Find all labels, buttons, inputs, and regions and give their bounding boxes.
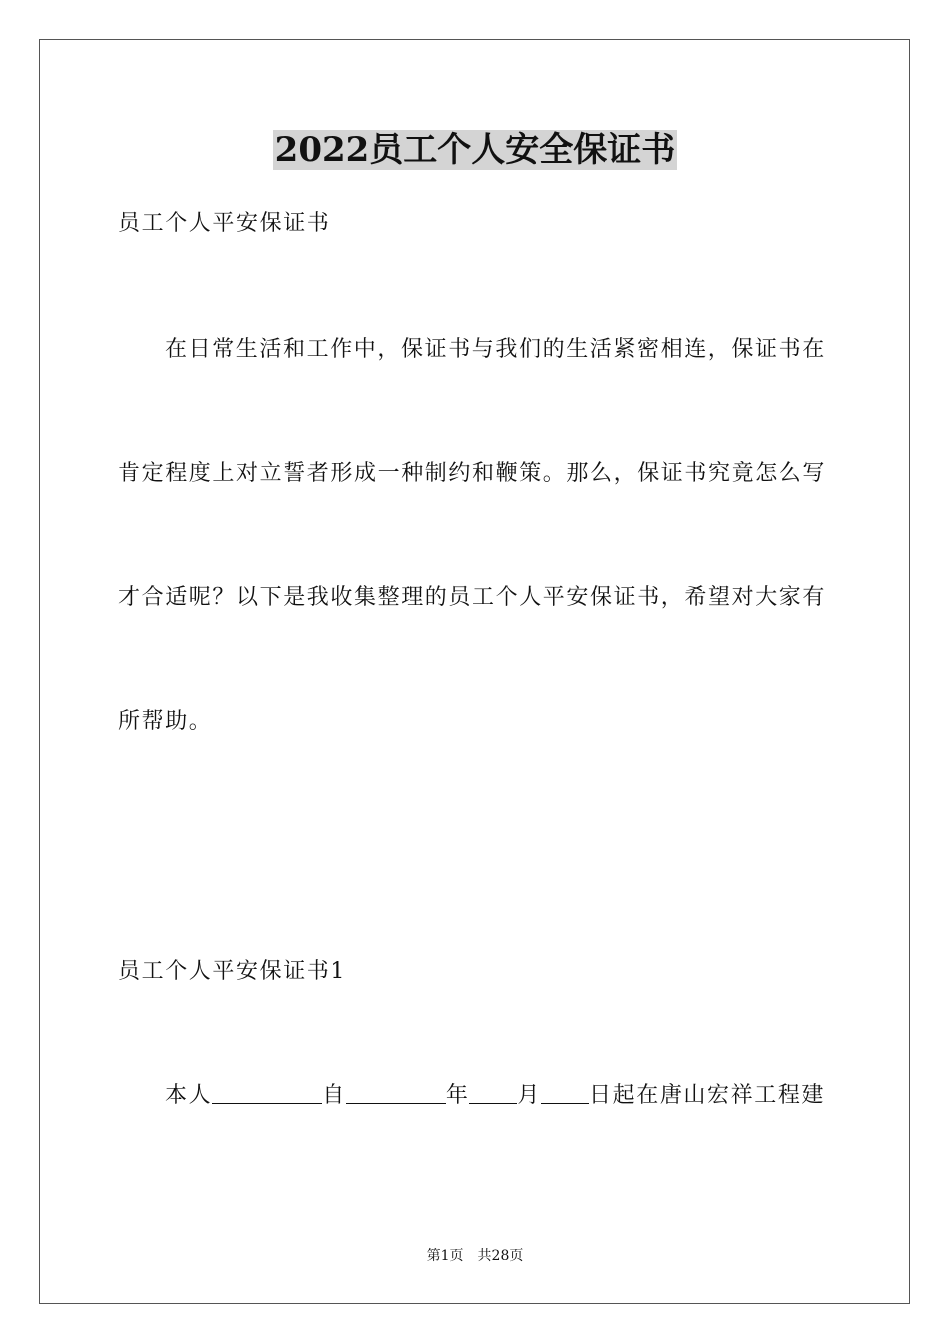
- body-line: [165, 1081, 825, 1111]
- body-text-1: 本人: [165, 1083, 213, 1108]
- body-text-3: 年: [445, 1083, 470, 1108]
- intro-line-3: 才合适呢？以下是我收集整理的员工个人平安保证书，希望对大家有: [118, 585, 827, 610]
- section-heading: 员工个人平安保证书1: [118, 959, 346, 984]
- intro-line-4: 所帮助。: [118, 709, 213, 734]
- body-text-2: 自: [322, 1083, 346, 1108]
- body-text-5: 日起在唐山宏祥工程建: [589, 1083, 826, 1108]
- fill-in-blank-year: [346, 1083, 446, 1104]
- page-total: 共28页: [477, 1248, 524, 1264]
- document-subtitle: 员工个人平安保证书: [118, 211, 331, 236]
- intro-line-2: 肯定程度上对立誓者形成一种制约和鞭策。那么，保证书究竟怎么写: [118, 461, 827, 486]
- document-title-text: 2022员工个人安全保证书: [274, 130, 676, 170]
- page-number: 第1页: [426, 1248, 464, 1264]
- page-footer: [0, 1247, 950, 1265]
- fill-in-blank-day: [541, 1083, 589, 1104]
- document-title: [0, 128, 950, 172]
- fill-in-blank-month: [469, 1083, 517, 1104]
- fill-in-blank-name: [212, 1083, 322, 1104]
- intro-line-1: 在日常生活和工作中，保证书与我们的生活紧密相连，保证书在: [165, 337, 826, 362]
- body-text-4: 月: [517, 1083, 542, 1108]
